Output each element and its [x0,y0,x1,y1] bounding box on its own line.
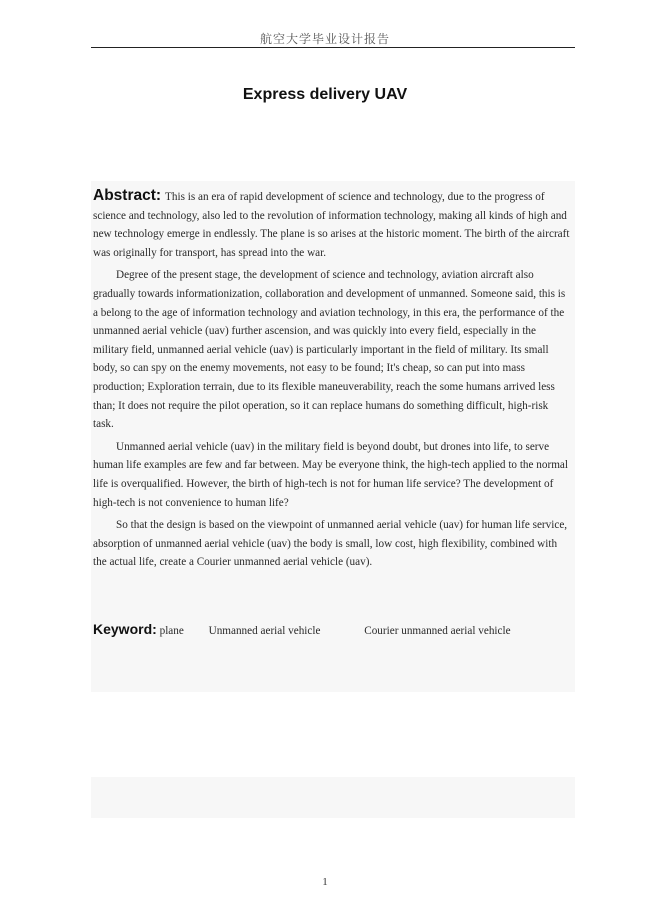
page-number: 1 [322,876,328,888]
keyword-item: plane [159,625,184,637]
abstract-paragraph-1-text: This is an era of rapid development of science and technology, due to the progress of science and technology, also led to the revolution of information technology, making all kinds of high and new technology emerge in endlessly. The plane is so arises at the historic moment. The birth of the aircraft was originally for transport, has spread into the war. [93,191,570,259]
abstract-paragraph-3: Unmanned aerial vehicle (uav) in the military field is beyond doubt, but drones into life, to serve human life examples are few and far between. May be everyone think, the high-tech applied to the normal life is overqualified. However, the birth of high-tech is not for human life service? The development of high-tech is not convenience to human life? [93,440,568,509]
footer-background [91,777,575,818]
keyword-item: Courier unmanned aerial vehicle [364,625,511,637]
abstract-paragraph-2: Degree of the present stage, the development of science and technology, aviation aircraft also gradually towards informationization, collaboration and development of unmanned. Someone said, this is a belong to the age of information technology and aviation technology, in this era, the performance of the unmanned aerial vehicle (uav) further ascension, and was quickly into every field, especially in the military field, unmanned aerial vehicle (uav) is particularly important in the field of military. Its small body, so can spy on the enemy movements, not easy to be found; It's cheap, so can put into mass production; Exploration terrain, due to its flexible maneuverability, reach the some humans arrived less than; It does not require the pilot operation, so it can replace humans do something difficult, high-risk task. [93,269,566,431]
abstract-paragraph-1 [93,187,571,262]
keyword-item: Unmanned aerial vehicle [208,625,321,637]
running-header: 航空大学毕业设计报告 [259,32,390,46]
abstract-body [93,187,571,576]
keyword-line [93,621,571,637]
abstract-paragraph-4: So that the design is based on the viewpoint of unmanned aerial vehicle (uav) for human life service, absorption of unmanned aerial vehicle (uav) the body is small, low cost, high flexibility, combined with the actual life, create a Courier unmanned aerial vehicle (uav). [93,519,568,569]
abstract-label: Abstract: [93,187,162,204]
header-rule [91,47,575,48]
keyword-label: Keyword: [93,621,157,637]
document-title: Express delivery UAV [242,86,408,103]
